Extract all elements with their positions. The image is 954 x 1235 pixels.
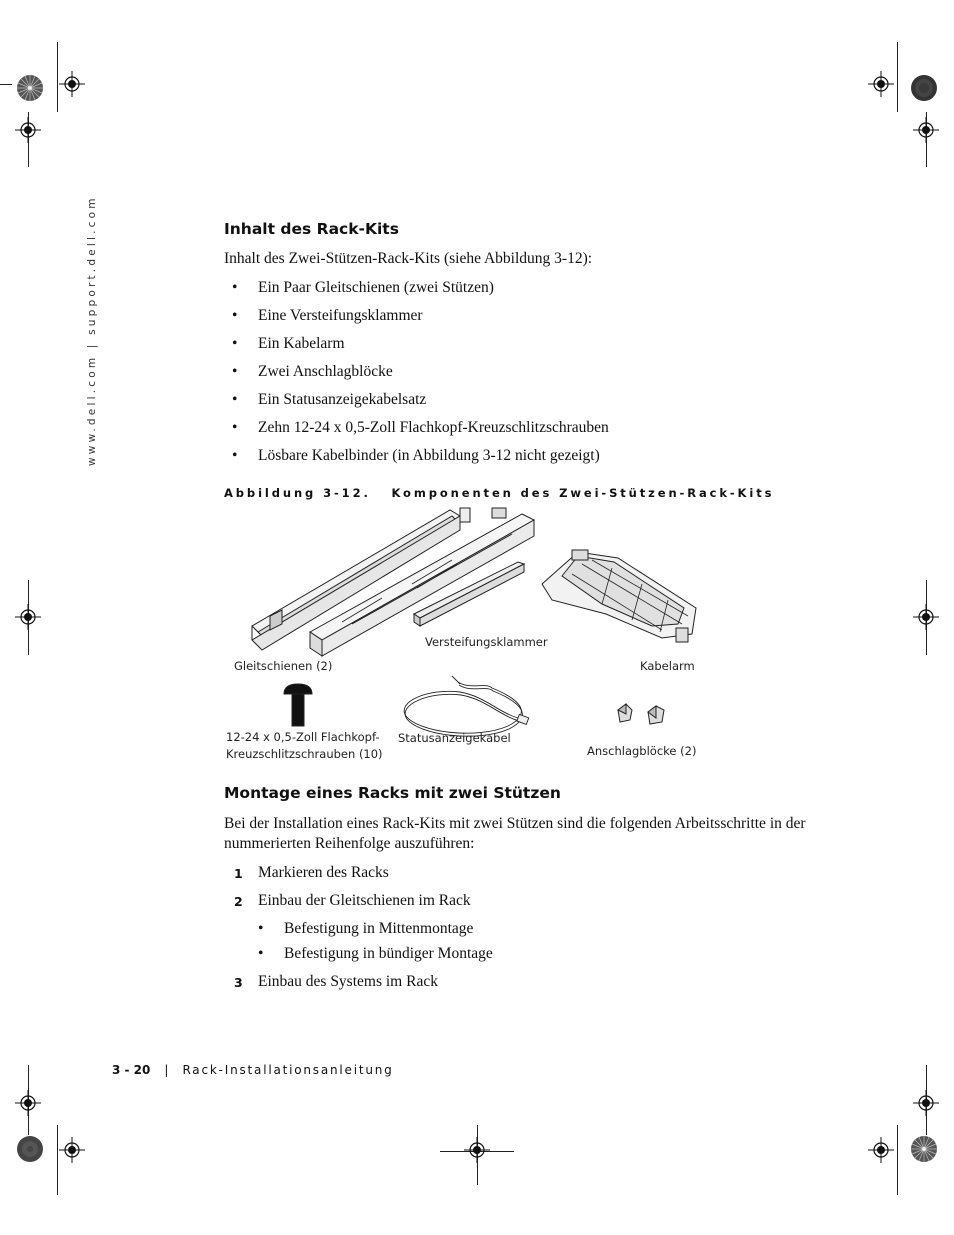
step-item	[234, 863, 493, 883]
registration-mark-icon	[15, 604, 41, 630]
step-item	[234, 891, 493, 964]
registration-mark-icon	[868, 1137, 894, 1163]
registration-mark-icon	[59, 1137, 85, 1163]
figure-caption: Abbildung 3-12. Komponenten des Zwei-Stützen-Rack-Kits	[224, 486, 775, 500]
step-text: Einbau der Gleitschienen im Rack	[258, 892, 471, 909]
page-number: 3 - 20	[112, 1063, 151, 1077]
label-slide-rails: Gleitschienen (2)	[234, 659, 333, 673]
list-item: • Zwei Anschlagblöcke	[232, 362, 609, 390]
page-footer	[112, 1063, 394, 1077]
step-number: 2	[234, 894, 243, 909]
label-screws-line2: Kreuzschlitzschrauben (10)	[226, 747, 383, 761]
label-stop-blocks: Anschlagblöcke (2)	[587, 744, 697, 758]
registration-mark-icon	[868, 71, 894, 97]
section-heading-two-post: Montage eines Racks mit zwei Stützen	[224, 784, 561, 802]
section-heading-rack-kit: Inhalt des Rack-Kits	[224, 220, 399, 238]
list-item: • Lösbare Kabelbinder (in Abbildung 3-12 nicht gezeigt)	[232, 446, 609, 474]
step-number: 1	[234, 866, 243, 881]
step-text: Markieren des Racks	[258, 864, 389, 881]
footer-title: Rack-Installationsanleitung	[182, 1063, 394, 1077]
label-screws-line1: 12-24 x 0,5-Zoll Flachkopf-	[226, 730, 380, 744]
registration-mark-icon	[913, 117, 939, 143]
kit-contents-list	[232, 278, 609, 474]
crop-line	[897, 1125, 898, 1195]
screw-icon	[284, 684, 312, 726]
rack-kit-figure	[222, 504, 722, 772]
list-item: • Ein Kabelarm	[232, 334, 609, 362]
rosette-mark-icon	[910, 1135, 938, 1163]
crop-line	[57, 1125, 58, 1195]
sub-list-item: • Befestigung in Mittenmontage	[258, 919, 493, 939]
registration-mark-icon	[913, 1090, 939, 1116]
installation-steps	[234, 863, 493, 992]
registration-mark-icon	[15, 1090, 41, 1116]
section-intro: Bei der Installation eines Rack-Kits mit zwei Stützen sind die folgenden Arbeitsschritte in der nummerierten Reihenfolge auszuführen:	[224, 815, 806, 852]
footer-separator: |	[164, 1063, 169, 1077]
crop-line	[897, 42, 898, 112]
sub-list-item: • Befestigung in bündiger Montage	[258, 944, 493, 964]
sidebar-url: www.dell.com | support.dell.com	[86, 195, 98, 466]
rosette-mark-icon	[910, 74, 938, 102]
label-cable-arm: Kabelarm	[640, 659, 695, 673]
registration-mark-icon	[15, 117, 41, 143]
status-cable-icon	[404, 676, 529, 736]
registration-mark-icon	[464, 1137, 490, 1163]
registration-mark-icon	[913, 604, 939, 630]
crop-line	[57, 42, 58, 112]
label-stiffening-bracket: Versteifungsklammer	[425, 635, 548, 649]
sub-list	[258, 919, 493, 964]
list-item: • Eine Versteifungsklammer	[232, 306, 609, 334]
label-status-cable: Statusanzeigekabel	[398, 731, 511, 745]
rosette-mark-icon	[16, 74, 44, 102]
step-number: 3	[234, 975, 243, 990]
section-intro: Inhalt des Zwei-Stützen-Rack-Kits (siehe Abbildung 3-12):	[224, 250, 593, 267]
list-item: • Ein Statusanzeigekabelsatz	[232, 390, 609, 418]
crop-line	[0, 84, 12, 85]
list-item: • Ein Paar Gleitschienen (zwei Stützen)	[232, 278, 609, 306]
step-text: Einbau des Systems im Rack	[258, 973, 438, 990]
step-item	[234, 972, 493, 992]
list-item: • Zehn 12-24 x 0,5-Zoll Flachkopf-Kreuzschlitzschrauben	[232, 418, 609, 446]
rosette-mark-icon	[16, 1135, 44, 1163]
registration-mark-icon	[59, 71, 85, 97]
